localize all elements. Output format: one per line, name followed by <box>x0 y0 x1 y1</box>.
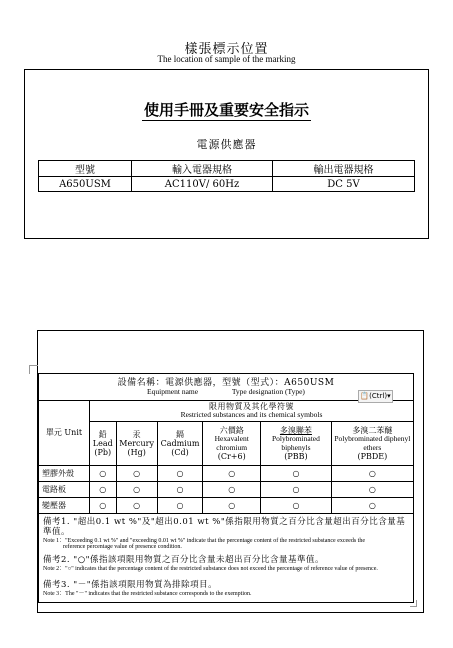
value-cell: ○ <box>261 498 332 514</box>
equipment-name-zh: 設備名稱：電源供應器，型號（型式）：A650USM <box>117 377 335 388</box>
header-model: 型號 <box>39 161 132 177</box>
unit-header: 單元 Unit <box>39 401 90 466</box>
unit-cell: 變壓器 <box>39 498 90 514</box>
value-cell: ○ <box>203 498 261 514</box>
type-designation: Type designation (Type) <box>231 386 305 396</box>
table-row <box>39 498 414 514</box>
table-row <box>39 177 415 192</box>
note-3-en: Note 3：The "－" indicates that the restricted substance corresponds to the exemption. <box>43 590 252 597</box>
restricted-title-en: Restricted substances and its chemical symbols <box>180 410 323 420</box>
value-cell: ○ <box>261 466 332 482</box>
value-cell: ○ <box>203 466 261 482</box>
value-cell: ○ <box>157 498 202 514</box>
header-output: 輸出電器規格 <box>273 161 415 177</box>
value-cell: ○ <box>90 482 117 498</box>
value-cell: ○ <box>116 466 157 482</box>
substance-lead: 鉛Lead (Pb) <box>90 422 117 466</box>
note-3-zh: 備考3. "－"係指該項限用物質為排除項目。 <box>43 579 218 590</box>
manual-title: 使用手冊及重要安全指示 <box>143 101 309 119</box>
substance-mercury: 汞Mercury (Hg) <box>116 422 157 466</box>
unit-cell: 塑膠外殼 <box>39 466 90 482</box>
value-cell: ○ <box>331 498 413 514</box>
note-1-en: Note 1："Exceeding 0.1 wt %" and "exceeding 0.01 wt %" indicate that the percentage content of the restricted substance exceeds the <box>43 537 366 544</box>
substance-header-row <box>39 422 414 466</box>
manual-subtitle: 電源供應器 <box>196 138 257 151</box>
clipboard-icon: 📋 <box>360 392 370 400</box>
note-1-zh: 備考1. "超出0.1 wt %"及"超出0.01 wt %"係指限用物質之百分比含量超出百分比含量基準值。 <box>43 517 406 537</box>
paste-options-button[interactable]: 📋(Ctrl)▾ <box>358 390 393 403</box>
substance-pbb: 多溴聯苯 Polybrominated biphenyls (PBB) <box>261 422 332 466</box>
table-header-row <box>39 161 415 177</box>
unit-cell: 電路板 <box>39 482 90 498</box>
page-title: 樣張標示位置 <box>184 42 269 57</box>
crop-mark-top-left <box>29 365 38 374</box>
substance-cadmium: 鎘Cadmium (Cd) <box>157 422 202 466</box>
table-row <box>39 482 414 498</box>
manual-label-box <box>24 69 429 239</box>
substance-chromium: 六價鉻 Hexavalent chromium (Cr+6) <box>203 422 261 466</box>
value-cell: ○ <box>90 498 117 514</box>
value-cell: ○ <box>331 482 413 498</box>
value-cell: ○ <box>116 498 157 514</box>
note-1-en-cont: reference percentage value of presence condition. <box>63 544 182 551</box>
value-cell: ○ <box>116 482 157 498</box>
cell-model: A650USM <box>39 177 132 192</box>
value-cell: ○ <box>331 466 413 482</box>
notes-row <box>39 514 414 603</box>
restricted-title-zh: 限用物質及其化學符號 <box>209 402 294 412</box>
note-2-zh: 備考2. "○"係指該項限用物質之百分比含量未超出百分比含量基準值。 <box>43 555 325 566</box>
page-subtitle: The location of sample of the marking <box>157 54 296 64</box>
restricted-substances-table <box>38 373 414 603</box>
substance-pbde: 多溴二苯醚 Polybrominated diphenyl ethers (PBDE) <box>331 422 413 466</box>
restricted-header-row <box>39 401 414 422</box>
cell-output: DC 5V <box>273 177 415 192</box>
cell-input: AC110V/ 60Hz <box>132 177 273 192</box>
value-cell: ○ <box>157 482 202 498</box>
header-input: 輸入電器規格 <box>132 161 273 177</box>
table-row <box>39 466 414 482</box>
spec-table <box>38 160 415 192</box>
value-cell: ○ <box>90 466 117 482</box>
value-cell: ○ <box>261 482 332 498</box>
value-cell: ○ <box>157 466 202 482</box>
note-2-en: Note 2："○" indicates that the percentage content of the restricted substance does not exceed the percentage of reference value of presence. <box>43 566 378 573</box>
value-cell: ○ <box>203 482 261 498</box>
equipment-name-en: Equipment name Type designation (Type) <box>147 386 305 396</box>
